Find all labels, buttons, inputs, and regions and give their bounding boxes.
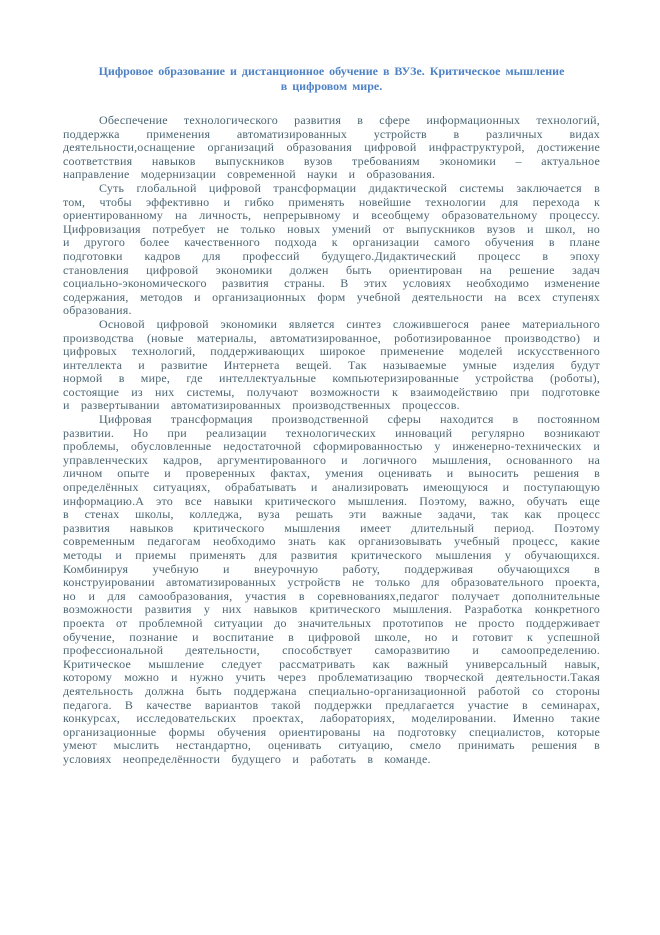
paragraph-intro: Обеспечение технологического развития в сфере информационных технологий, поддержка применения автоматизированных устройств в различных видах деятельности,оснащение организаций образования цифровой инфраструктурой, достижение соответствия навыков выпускников вузов требованиям экономики – актуальное направление модернизации современной науки и образования. — [63, 113, 600, 182]
paragraph-digital-transformation: Суть глобальной цифровой трансформации дидактической системы заключается в том, чтобы эффективно и гибко применять новейшие технологии для перехода к ориентированному на личность, непрерывному и всеобщему образовательному процессу. Цифровизация потребует не только новых умений от выпускников вузов и школ, но и другого более качественного подхода к организации самого обучения в плане подготовки кадров для профессий будущего.Дидактический процесс в эпоху становления цифровой экономики должен быть ориентирован на решение задач социально-экономического развития страны. В этих условиях необходимо изменение содержания, методов и организационных форм учебной деятельности на всех ступенях образования. — [63, 180, 600, 318]
document-content — [63, 64, 600, 767]
paragraph-critical-thinking: Цифровая трансформация производственной сферы находится в постоянном развитии. Но при реализации технологических инноваций регулярно возникают проблемы, обусловленные недостаточной сформированностью у инженерно-технических и управленческих кадров, аргументированного и логичного мышления, основанного на личном опыте и проверенных фактах, умения оценивать и выносить решения в определённых ситуациях, обрабатывать и анализировать имеющуюся и поступающую информацию.А это все навыки критического мышления. Поэтому, важно, обучать еще в стенах школы, колледжа, вуза решать эти важные задачи, так как процесс развития навыков критического мышления имеет длительный период. Поэтому современным педагогам необходимо знать как организовывать учебный процесс, какие методы и приемы применять для развития критического мышления у обучающихся. Комбинируя учебную и внеурочную работу, поддерживая обучающихся в конструировании автоматизированных устройств не только для образовательного проекта, но и для самообразования, участия в соревнованиях,педагог получает дополнительные возможности развития у них навыков критического мышления. Разработка конкретного проекта от проблемной ситуации до значительных прототипов не просто поддерживает обучение, познание и воспитание в цифровой школе, но и готовит к успешной профессиональной деятельности, способствует саморазвитию и самоопределению. Критическое мышление следует рассматривать как важный универсальный навык, которому можно и нужно учить через проблематизацию творческой деятельности.Такая деятельность должна быть поддержана специально-организационной работой со стороны педагога. В качестве вариантов такой поддержки предлагается участие в семинарах, конкурсах, исследовательских проектах, лабораториях, моделировании. Именно такие организационные формы обучения ориентированы на подготовку специалистов, которые умеют мыслить нестандартно, оценивать ситуацию, смело принимать решения в условиях неопределённости будущего и работать в команде. — [63, 412, 600, 766]
paragraph-digital-economy: Основой цифровой экономики является синтез сложившегося ранее материального производства (новые материалы, автоматизированное, роботизированное производство) и цифровых технологий, поддерживающих широкое применение моделей искусственного интеллекта и развитие Интернета вещей. Так называемые умные изделия будут нормой в мире, где интеллектуальные компьютеризированные устройства (роботы), состоящие из них системы, получают возможности к взаимодействию при подготовке и развертывании автоматизированных производственных процессов. — [63, 316, 600, 413]
document-title: Цифровое образование и дистанционное обучение в ВУЗе. Критическое мышление в цифровом мире. — [98, 64, 565, 93]
